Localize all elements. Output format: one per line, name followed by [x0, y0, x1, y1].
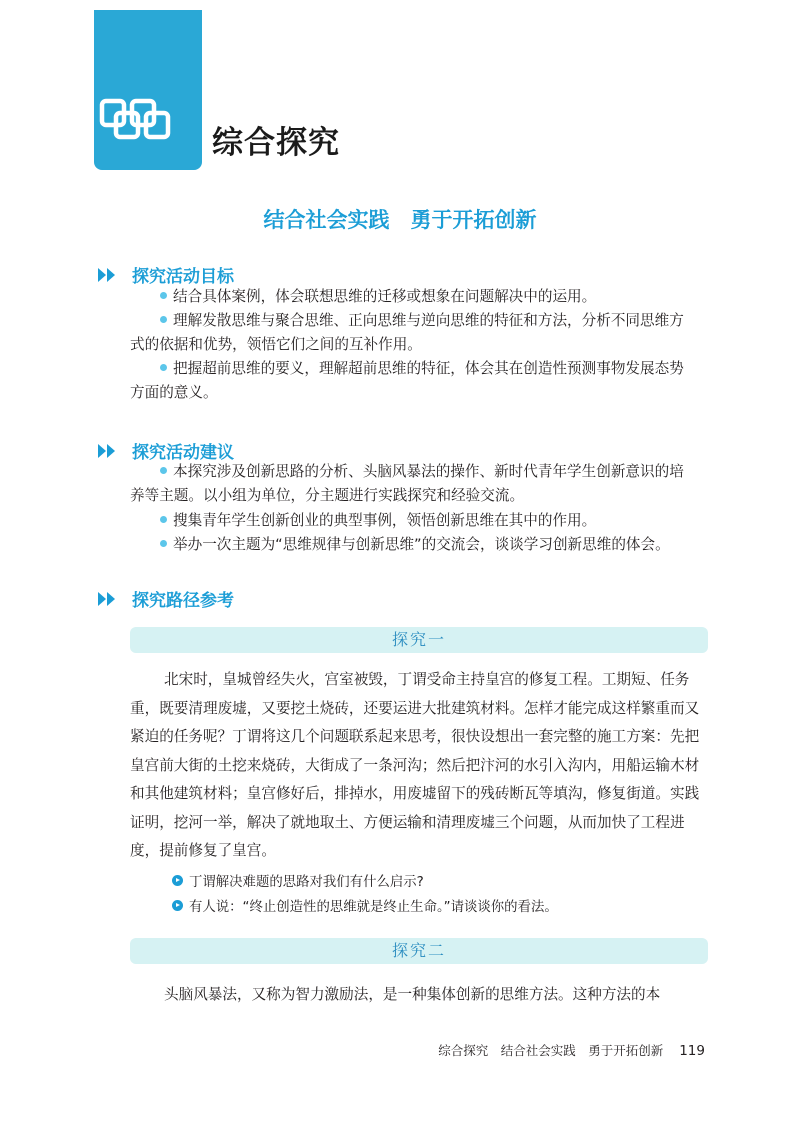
- section-title: 综合探究: [212, 125, 340, 161]
- page-footer: [438, 1041, 705, 1059]
- double-arrow-icon: [98, 268, 118, 282]
- inquiry-title: 探究一: [391, 630, 446, 649]
- inquiry-banner-2: [130, 938, 708, 964]
- page-number: 119: [679, 1043, 705, 1059]
- question-text: 丁谓解决难题的思路对我们有什么启示?: [189, 875, 424, 890]
- play-icon: [172, 875, 183, 886]
- inquiry-text-2: 头脑风暴法，又称为智力激励法，是一种集体创新的思维方法。这种方法的本: [164, 986, 661, 1003]
- footer-text: 综合探究 结合社会实践 勇于开拓创新: [438, 1043, 664, 1058]
- paragraph: 结合具体案例，体会联想思维的迁移或想象在问题解决中的运用。: [130, 285, 696, 309]
- play-icon: [172, 900, 183, 911]
- page-title: 结合社会实践 勇于开拓创新: [263, 207, 537, 232]
- inquiry-text-1: 北宋时，皇城曾经失火，宫室被毁，丁谓受命主持皇宫的修复工程。工期短、任务重，既要清理废墟，又要挖土烧砖，还要运进大批建筑材料。怎样才能完成这样繁重而又紧迫的任务呢？丁谓将这几个问题联系起来思考，很快设想出一套完整的施工方案：先把皇宫前大街的土挖来烧砖，大街成了一条河沟；然后把汴河的水引入沟内，用船运输木材和其他建筑材料；皇宫修好后，排掉水，用废墟留下的残砖断瓦等填沟，修复街道。实践证明，挖河一举，解决了就地取土、方便运输和清理废墟三个问题，从而加快了工程进度，提前修复了皇宫。: [130, 671, 700, 859]
- inquiry-title: 探究二: [391, 941, 446, 960]
- double-arrow-icon: [98, 444, 118, 458]
- inquiry-banner-1: [130, 627, 708, 653]
- bullet-icon: [160, 292, 167, 299]
- paragraph: 本探究涉及创新思路的分析、头脑风暴法的操作、新时代青年学生创新意识的培养等主题。以小组为单位，分主题进行实践探究和经验交流。: [130, 463, 684, 504]
- linked-squares-icon: [98, 95, 182, 159]
- heading-label: 探究路径参考: [132, 591, 234, 611]
- paragraph: 理解发散思维与聚合思维、正向思维与逆向思维的特征和方法，分析不同思维方式的依据和优势，领悟它们之间的互补作用。: [130, 312, 684, 353]
- bullet-icon: [160, 540, 167, 547]
- heading-label: 探究活动目标: [132, 267, 234, 287]
- double-arrow-icon: [98, 592, 118, 606]
- paragraph: 把握超前思维的要义，理解超前思维的特征，体会其在创造性预测事物发展态势方面的意义。: [130, 360, 684, 401]
- heading-path-reference: [98, 586, 234, 611]
- bullet-icon: [160, 516, 167, 523]
- question-text: 有人说：“终止创造性的思维就是终止生命。”请谈谈你的看法。: [189, 900, 558, 915]
- paragraph: 搜集青年学生创新创业的典型事例，领悟创新思维在其中的作用。: [130, 509, 696, 533]
- question-1: [172, 871, 424, 890]
- bullet-icon: [160, 316, 167, 323]
- bullet-icon: [160, 467, 167, 474]
- question-2: [172, 896, 558, 915]
- heading-activity-goals: [98, 262, 234, 287]
- paragraph: 举办一次主题为“思维规律与创新思维”的交流会，谈谈学习创新思维的体会。: [130, 533, 696, 557]
- bullet-icon: [160, 364, 167, 371]
- heading-label: 探究活动建议: [132, 443, 234, 463]
